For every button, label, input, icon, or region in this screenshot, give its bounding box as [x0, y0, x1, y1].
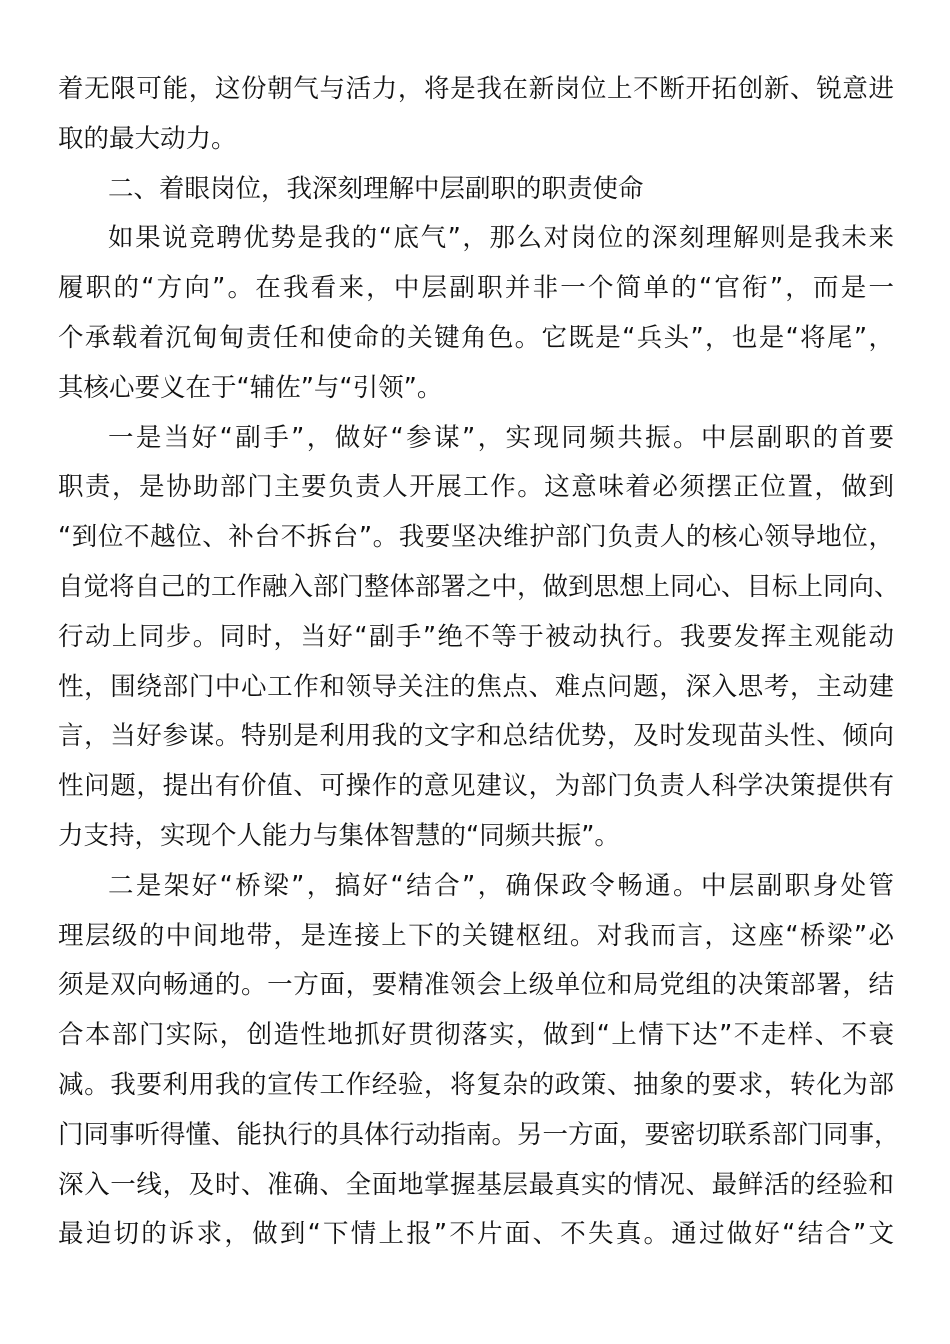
text-line: 如果说竞聘优势是我的“底气”，那么对岗位的深刻理解则是我未来 [108, 223, 894, 254]
text-line: 须是双向畅通的。一方面，要精准领会上级单位和局党组的决策部署，结 [58, 970, 894, 1001]
text-line: 履职的“方向”。在我看来，中层副职并非一个简单的“官衔”，而是一 [58, 273, 894, 304]
text-line: “到位不越位、补台不拆台”。我要坚决维护部门负责人的核心领导地位， [58, 522, 894, 553]
text-line: 减。我要利用我的宣传工作经验，将复杂的政策、抽象的要求，转化为部 [58, 1069, 894, 1100]
text-line: 力支持，实现个人能力与集体智慧的“同频共振”。 [58, 820, 620, 851]
text-line: 一是当好“副手”，做好“参谋”，实现同频共振。中层副职的首要 [108, 422, 894, 453]
text-line: 性，围绕部门中心工作和领导关注的焦点、难点问题，深入思考，主动建 [58, 671, 894, 702]
text-line: 理层级的中间地带，是连接上下的关键枢纽。对我而言，这座“桥梁”必 [58, 920, 894, 951]
text-line: 职责，是协助部门主要负责人开展工作。这意味着必须摆正位置，做到 [58, 472, 894, 503]
text-line: 自觉将自己的工作融入部门整体部署之中，做到思想上同心、目标上同向、 [58, 571, 900, 602]
text-line: 深入一线，及时、准确、全面地掌握基层最真实的情况、最鲜活的经验和 [58, 1169, 894, 1200]
document-page [58, 65, 900, 1260]
text-line: 二是架好“桥梁”，搞好“结合”，确保政令畅通。中层副职身处管 [108, 870, 894, 901]
text-line: 行动上同步。同时，当好“副手”绝不等于被动执行。我要发挥主观能动 [58, 621, 894, 652]
text-line: 合本部门实际，创造性地抓好贯彻落实，做到“上情下达”不走样、不衰 [58, 1020, 894, 1051]
text-line: 言，当好参谋。特别是利用我的文字和总结优势，及时发现苗头性、倾向 [58, 721, 894, 752]
text-line: 其核心要义在于“辅佐”与“引领”。 [58, 372, 443, 403]
paragraph [58, 65, 894, 165]
text-line: 着无限可能，这份朝气与活力，将是我在新岗位上不断开拓创新、锐意进 [58, 74, 894, 104]
paragraph [58, 414, 900, 862]
paragraph [58, 862, 900, 1260]
paragraph [58, 214, 894, 413]
text-line: 门同事听得懂、能执行的具体行动指南。另一方面，要密切联系部门同事， [58, 1119, 900, 1150]
text-line: 二、着眼岗位，我深刻理解中层副职的职责使命 [108, 173, 644, 204]
text-line: 性问题，提出有价值、可操作的意见建议，为部门负责人科学决策提供有 [58, 771, 894, 802]
text-line: 最迫切的诉求，做到“下情上报”不片面、不失真。通过做好“结合”文 [58, 1219, 894, 1250]
text-line: 取的最大动力。 [58, 123, 237, 154]
section-heading [58, 165, 894, 215]
text-line: 个承载着沉甸甸责任和使命的关键角色。它既是“兵头”，也是“将尾”， [58, 322, 894, 353]
